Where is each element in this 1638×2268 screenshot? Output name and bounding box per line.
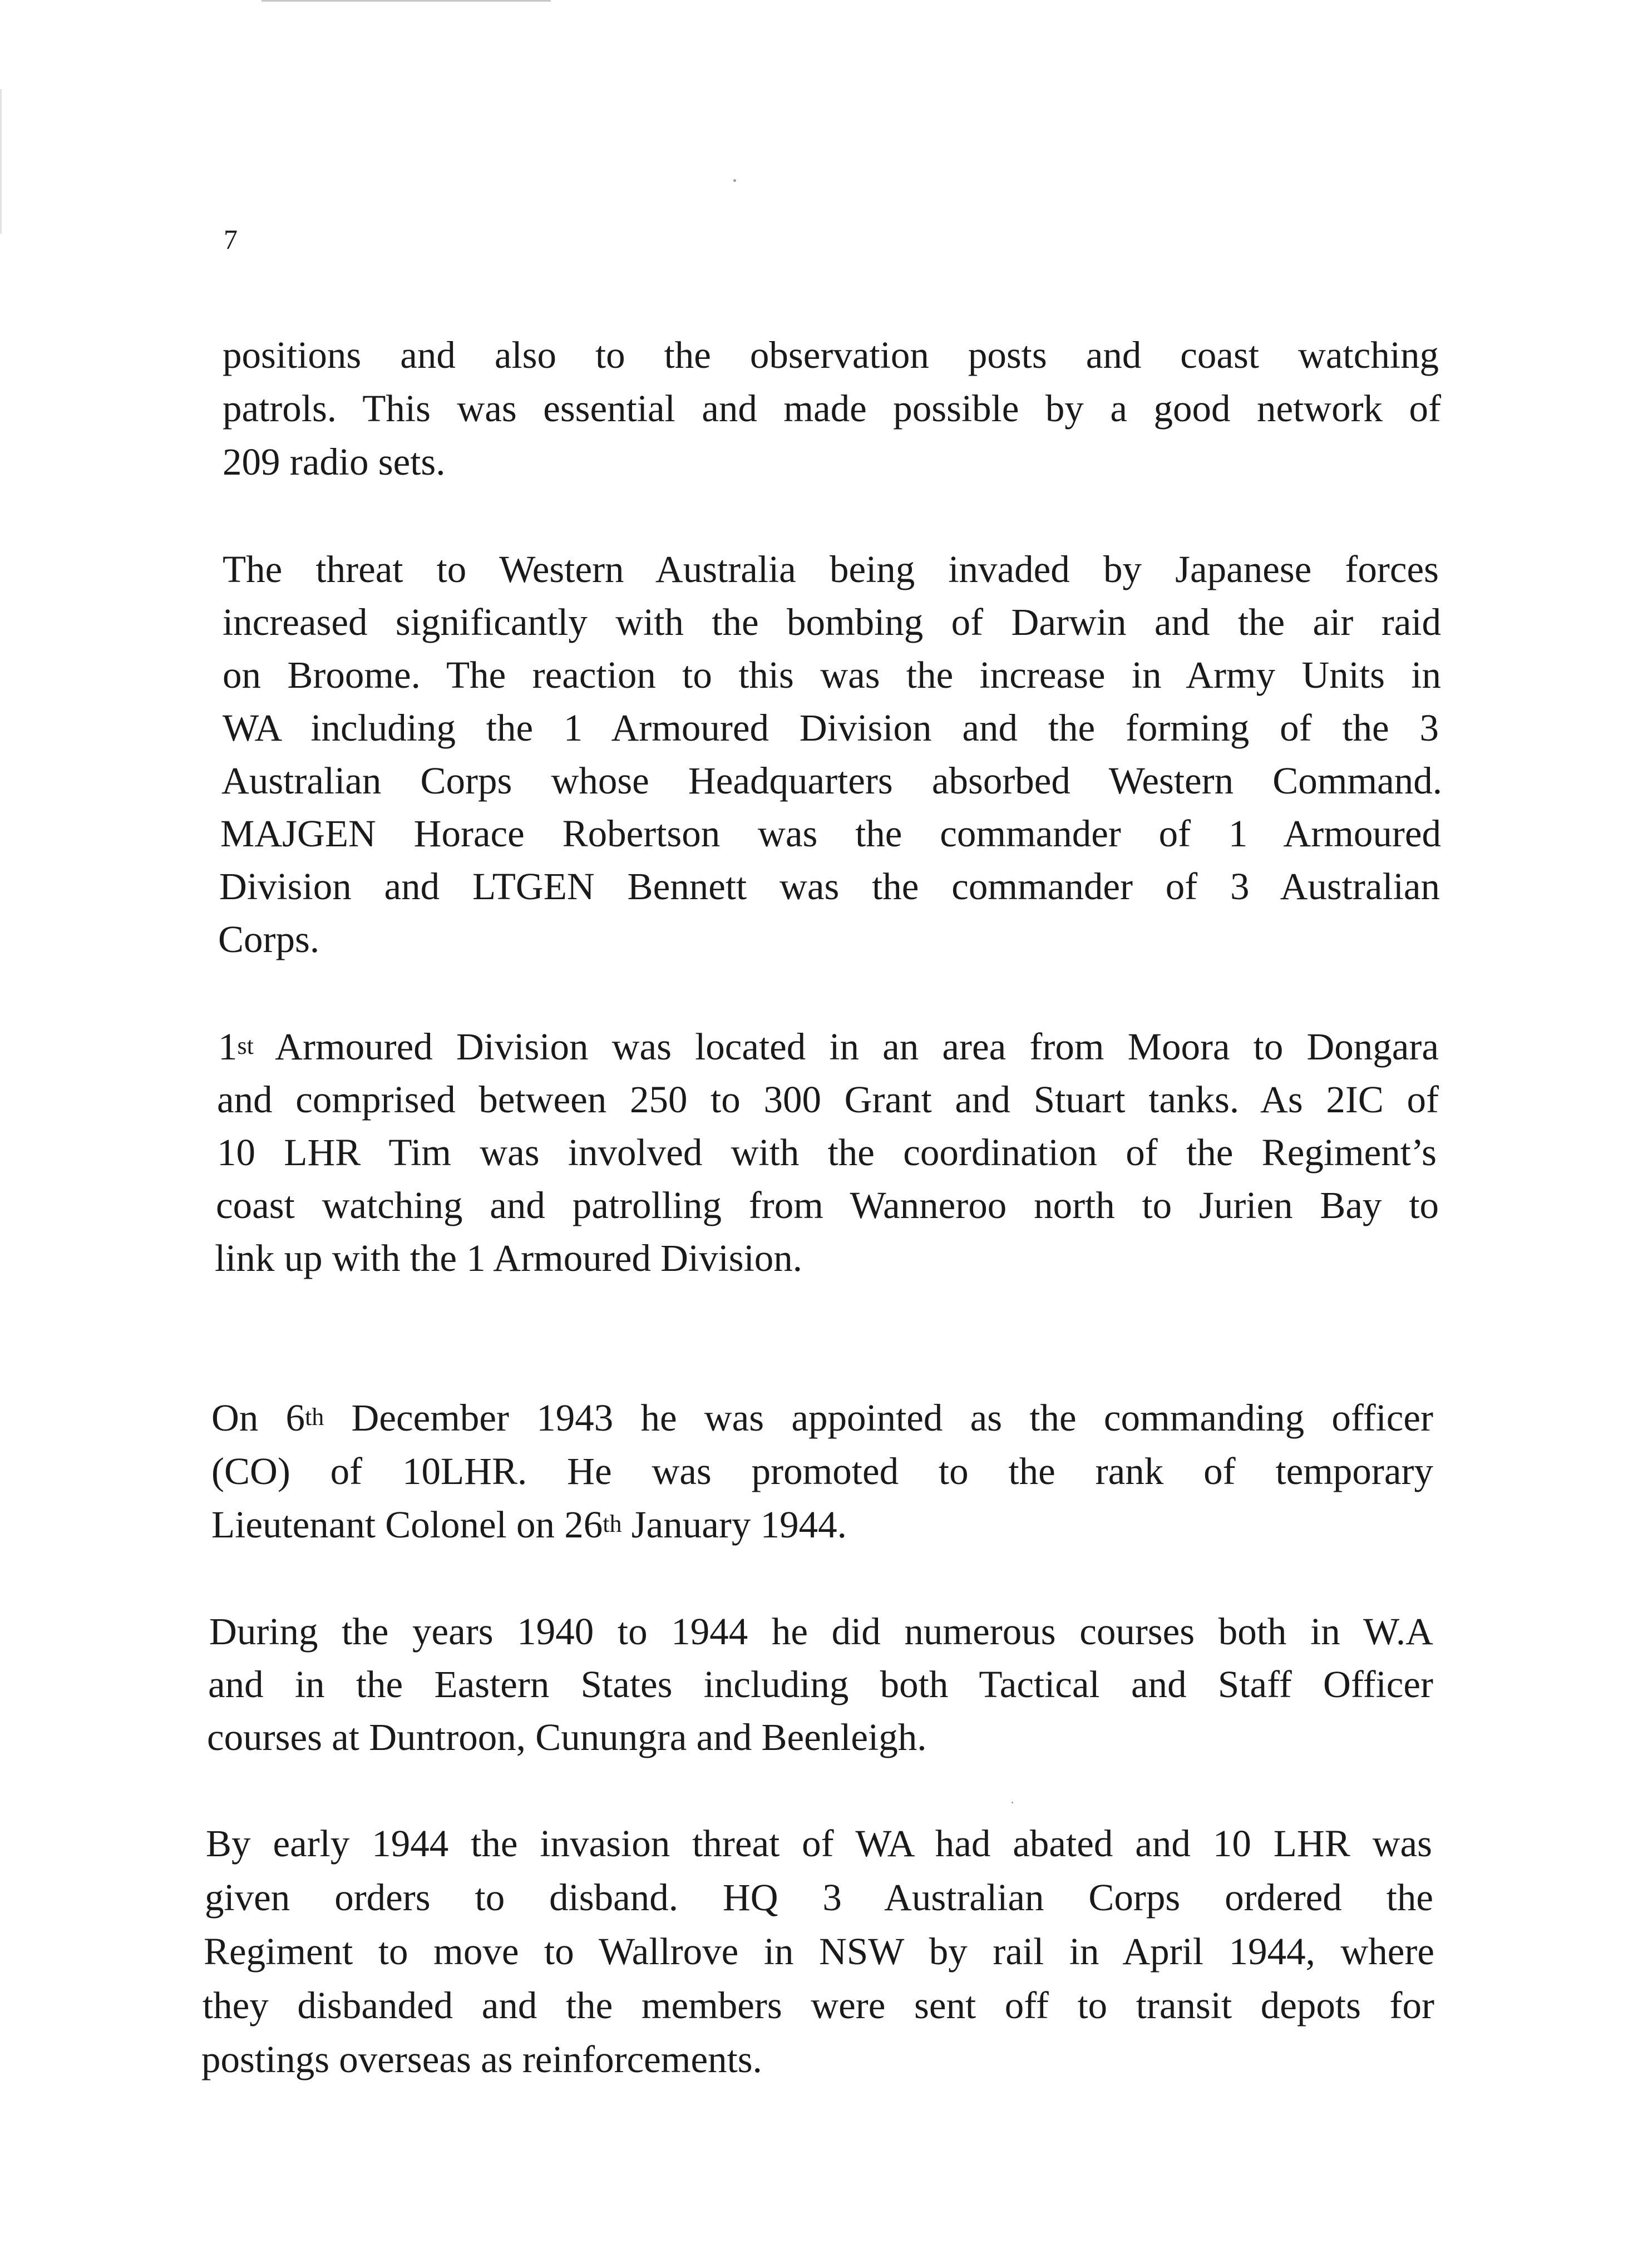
text-line: coast watching and patrolling from Wanneroo north to Jurien Bay to — [216, 1184, 1439, 1226]
text-line — [211, 1498, 847, 1551]
scan-artifact-line — [262, 0, 551, 2]
ordinal-superscript: th — [603, 1510, 622, 1537]
text-line: MAJGEN Horace Robertson was the commander of 1 Armoured — [220, 812, 1441, 855]
ordinal-superscript: st — [237, 1032, 254, 1059]
text-line: increased significantly with the bombing of Darwin and the air raid — [223, 601, 1441, 643]
text-line: courses at Duntroon, Cunungra and Beenleigh. — [207, 1716, 927, 1758]
text-line: Regiment to move to Wallrove in NSW by rail in April 1944, where — [204, 1930, 1434, 1973]
text-line: given orders to disband. HQ 3 Australian Corps ordered the — [205, 1876, 1433, 1919]
text-line: 10 LHR Tim was involved with the coordination of the Regiment’s — [217, 1131, 1437, 1174]
text-line: 209 radio sets. — [223, 441, 446, 483]
scan-speck — [1012, 1802, 1013, 1803]
line-text: On 6 — [211, 1397, 305, 1439]
line-text: Armoured Division was located in an area from Moora to Dongara — [253, 1025, 1439, 1068]
line-text: 1 — [218, 1025, 238, 1068]
text-line: link up with the 1 Armoured Division. — [215, 1237, 803, 1279]
text-line: and comprised between 250 to 300 Grant and Stuart tanks. As 2IC of — [217, 1078, 1439, 1121]
line-text: December 1943 he was appointed as the commanding officer — [324, 1397, 1433, 1439]
text-line: they disbanded and the members were sent off to transit depots for — [203, 1984, 1434, 2027]
scan-artifact-edge — [0, 89, 2, 234]
text-line — [218, 1020, 1439, 1073]
page-number: 7 — [224, 224, 238, 255]
text-line: Australian Corps whose Headquarters absorbed Western Command. — [221, 760, 1442, 802]
text-line: postings overseas as reinforcements. — [201, 2038, 762, 2080]
scan-speck — [733, 179, 736, 182]
text-line: WA including the 1 Armoured Division and the forming of the 3 — [223, 707, 1439, 749]
text-line: positions and also to the observation posts and coast watching — [223, 334, 1439, 376]
text-line: Corps. — [218, 918, 320, 960]
text-line: By early 1944 the invasion threat of WA had abated and 10 LHR was — [206, 1822, 1432, 1865]
text-line: (CO) of 10LHR. He was promoted to the rank of temporary — [211, 1450, 1433, 1492]
text-line — [211, 1391, 1433, 1444]
text-line: The threat to Western Australia being invaded by Japanese forces — [223, 548, 1439, 590]
line-text: January 1944. — [621, 1503, 847, 1546]
ordinal-superscript: th — [305, 1403, 324, 1431]
text-line: During the years 1940 to 1944 he did numerous courses both in W.A — [209, 1610, 1433, 1653]
text-line: patrols. This was essential and made possible by a good network of — [223, 387, 1441, 430]
line-text: Lieutenant Colonel on 26 — [211, 1503, 603, 1546]
text-line: Division and LTGEN Bennett was the commander of 3 Australian — [219, 865, 1440, 908]
text-line: on Broome. The reaction to this was the increase in Army Units in — [223, 654, 1441, 696]
text-line: and in the Eastern States including both Tactical and Staff Officer — [208, 1663, 1433, 1705]
